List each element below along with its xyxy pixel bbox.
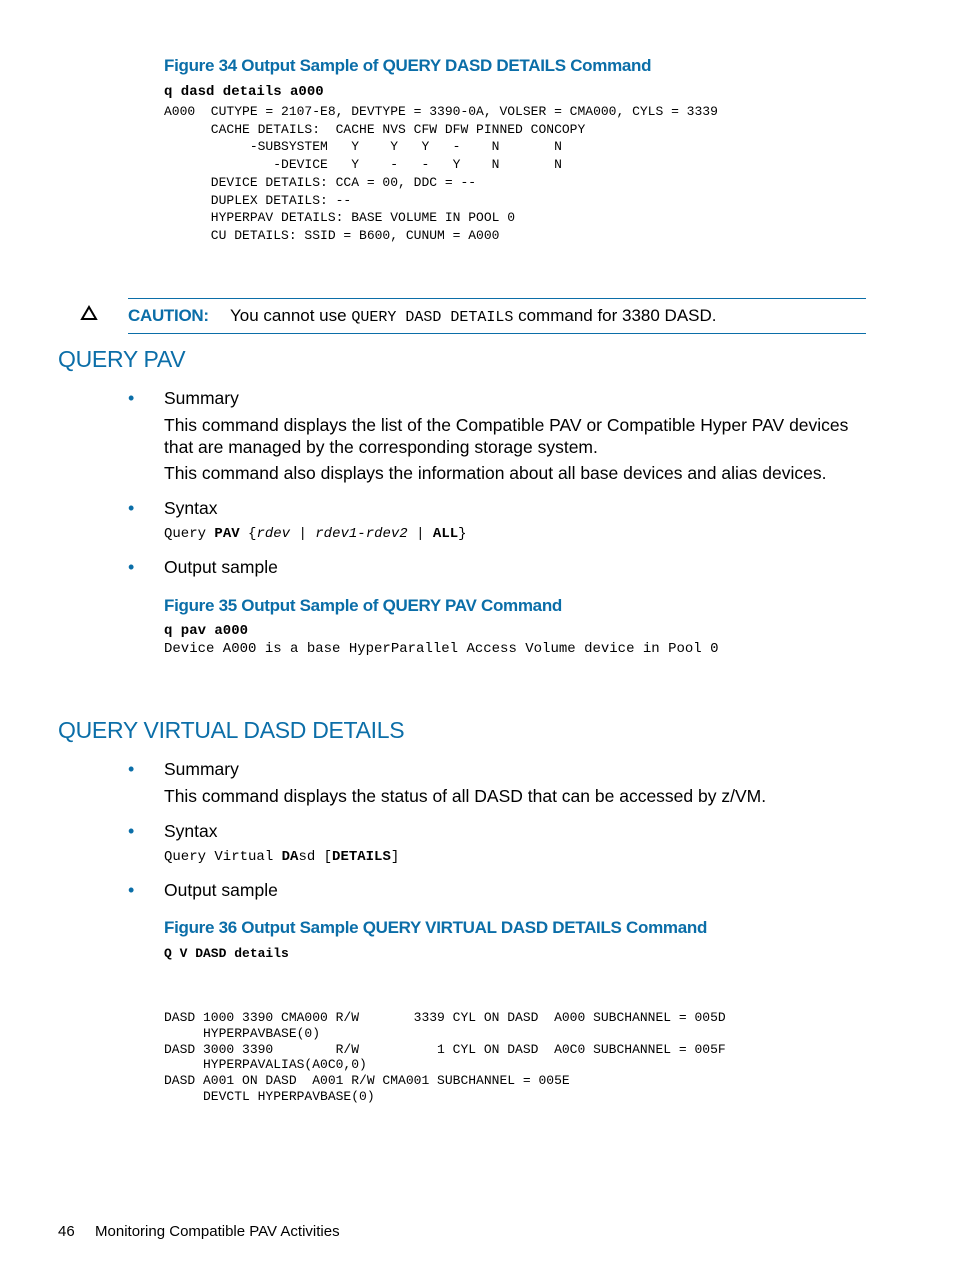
query-pav-summary-label: Summary bbox=[164, 388, 239, 408]
caution-text bbox=[230, 306, 717, 326]
figure-36-command: Q V DASD details bbox=[164, 946, 289, 961]
figure-34-command: q dasd details a000 bbox=[164, 84, 324, 100]
chapter-title: Monitoring Compatible PAV Activities bbox=[95, 1223, 340, 1240]
bullet-dot-icon: • bbox=[128, 388, 135, 408]
query-pav-summary-p2: This command also displays the information about all base devices and alias devices. bbox=[164, 463, 827, 483]
figure-35-output: Device A000 is a base HyperParallel Access Volume device in Pool 0 bbox=[164, 641, 719, 657]
query-virtual-output-label: Output sample bbox=[164, 880, 278, 900]
caution-text-before: You cannot use bbox=[230, 306, 347, 325]
footer bbox=[58, 1223, 340, 1240]
caution-label: CAUTION: bbox=[128, 306, 209, 325]
query-pav-syntax-label: Syntax bbox=[164, 498, 218, 518]
query-virtual-heading: QUERY VIRTUAL DASD DETAILS bbox=[58, 717, 405, 743]
caution-code: QUERY DASD DETAILS bbox=[351, 309, 514, 326]
figure-34-output: A000 CUTYPE = 2107-E8, DEVTYPE = 3390-0A, VOLSER = CMA000, CYLS = 3339 CACHE DETAILS: CACHE NVS CFW DFW PINNED CONCOPY -SUBSYSTEM Y Y Y - N N -DEVICE Y - - Y N N DEVICE DETAILS: CCA = 00, DDC = -- DUPLEX DETAILS: -- HYPERPAV DETAILS: BASE VOLUME IN POOL 0 CU DETAILS: SSID = B600, CUNUM = A000 bbox=[164, 104, 718, 243]
query-virtual-summary-p1: This command displays the status of all DASD that can be accessed by z/VM. bbox=[164, 786, 767, 806]
bullet-dot-icon: • bbox=[128, 498, 135, 518]
query-virtual-syntax: Query Virtual DAsd [DETAILS] bbox=[164, 849, 400, 865]
figure-36-title: Figure 36 Output Sample QUERY VIRTUAL DASD DETAILS Command bbox=[164, 918, 708, 937]
bullet-dot-icon: • bbox=[128, 557, 135, 577]
caution-triangle-icon bbox=[80, 305, 98, 321]
bullet-dot-icon: • bbox=[128, 759, 135, 779]
figure-35-command: q pav a000 bbox=[164, 623, 249, 639]
query-virtual-summary-label: Summary bbox=[164, 759, 239, 779]
query-pav-summary-p1: This command displays the list of the Compatible PAV or Compatible Hyper PAV devices that are managed by the corresponding storage system. bbox=[164, 415, 849, 457]
query-pav-syntax: Query PAV {rdev | rdev1-rdev2 | ALL} bbox=[164, 526, 467, 542]
bullet-dot-icon: • bbox=[128, 821, 135, 841]
bullet-dot-icon: • bbox=[128, 880, 135, 900]
query-virtual-syntax-label: Syntax bbox=[164, 821, 218, 841]
caution-text-after: command for 3380 DASD. bbox=[518, 306, 717, 325]
figure-35-title: Figure 35 Output Sample of QUERY PAV Command bbox=[164, 596, 562, 615]
figure-36-output: DASD 1000 3390 CMA000 R/W 3339 CYL ON DASD A000 SUBCHANNEL = 005D HYPERPAVBASE(0) DASD 3000 3390 R/W 1 CYL ON DASD A0C0 SUBCHANNEL = 005F HYPERPAVALIAS(A0C0,0) DASD A001 ON DASD A001 R/W CMA001 SUBCHANNEL = 005E DEVCTL HYPERPAVBASE(0) bbox=[164, 1010, 726, 1104]
query-pav-heading: QUERY PAV bbox=[58, 346, 186, 372]
page-number: 46 bbox=[58, 1223, 75, 1240]
query-pav-output-label: Output sample bbox=[164, 557, 278, 577]
figure-34-title: Figure 34 Output Sample of QUERY DASD DETAILS Command bbox=[164, 56, 652, 75]
